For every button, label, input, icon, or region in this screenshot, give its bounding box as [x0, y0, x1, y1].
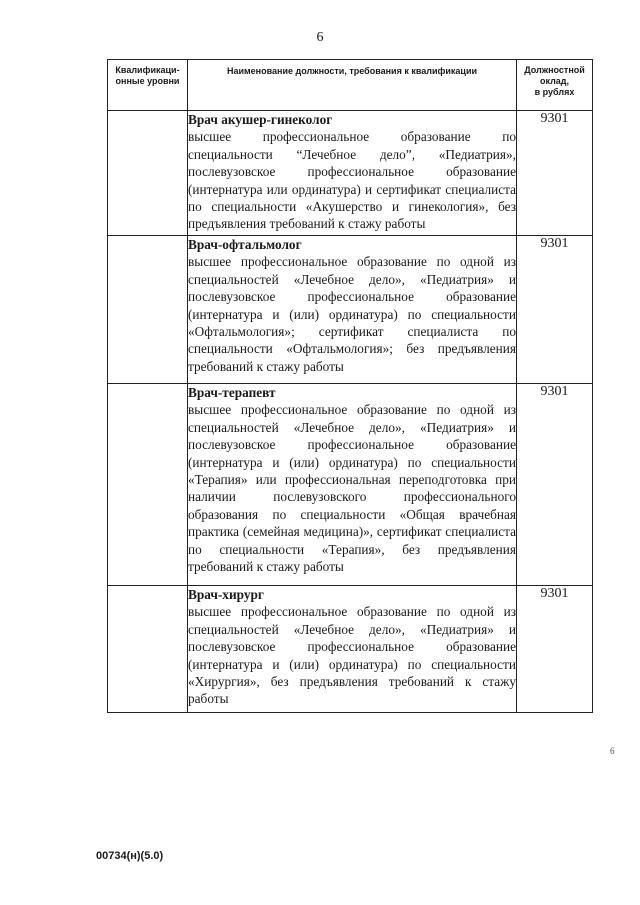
- salary-value: 9301: [517, 384, 593, 586]
- qualification-level-cell: [108, 111, 188, 236]
- qualification-level-cell: [108, 236, 188, 384]
- position-requirements: высшее профессиональное образование по специальности “Лечебное дело”, «Педиатрия», послевузовское профессиональное образование (интернатура или ординатура) и сертификат специалиста по специальности «Акушерство и гинекология», без предъявления требований к стажу работы: [188, 129, 516, 232]
- table-row: [108, 111, 593, 236]
- position-title: Врач акушер-гинеколог: [188, 112, 333, 127]
- salary-value: 9301: [517, 111, 593, 236]
- position-requirements: высшее профессиональное образование по одной из специальностей «Лечебное дело», «Педиатрия» и послевузовское профессиональное образование (интернатура и (или) ординатура) по специальности «Офтальмология»; сертификат специалиста по специальности «Офтальмология»; без предъявления требований к стажу работы: [188, 254, 516, 374]
- position-description-cell: [188, 111, 517, 236]
- position-requirements: высшее профессиональное образование по одной из специальностей «Лечебное дело», «Педиатрия» и послевузовское профессиональное образование (интернатура и (или) ординатура) по специальности «Терапия» или профессиональная переподготовка при наличии послевузовского профессионального образования по специальности «Общая врачебная практика (семейная медицина)», сертификат специалиста по специальности «Терапия», без предъявления требований к стажу работы: [188, 402, 516, 575]
- position-requirements: высшее профессиональное образование по одной из специальностей «Лечебное дело», «Педиатрия» и послевузовское профессиональное образование (интернатура и (или) ординатура) по специальности «Хирургия», без предъявления требований к стажу работы: [188, 604, 516, 707]
- position-title: Врач-офтальмолог: [188, 237, 302, 252]
- position-title: Врач-терапевт: [188, 385, 276, 400]
- page-number: 6: [316, 30, 324, 45]
- qualification-table: [107, 59, 593, 713]
- table-header-row: [108, 60, 593, 111]
- table-row: [108, 236, 593, 384]
- position-description-cell: [188, 586, 517, 713]
- header-qualification-levels: [108, 60, 188, 111]
- header-position-name: [188, 60, 517, 111]
- margin-mark: 6: [610, 746, 615, 756]
- qualification-level-cell: [108, 384, 188, 586]
- header-qualification-levels-label: Квалификаци- онные уровни: [115, 65, 180, 86]
- table-row: [108, 384, 593, 586]
- header-position-name-label: Наименование должности, требования к квалификации: [226, 66, 478, 76]
- table-row: [108, 586, 593, 713]
- position-description-cell: [188, 236, 517, 384]
- qualification-level-cell: [108, 586, 188, 713]
- salary-value: 9301: [517, 236, 593, 384]
- position-title: Врач-хирург: [188, 587, 264, 602]
- header-salary-label: Должностной оклад, в рублях: [524, 65, 585, 97]
- document-code: 00734(н)(5.0): [96, 850, 164, 862]
- position-description-cell: [188, 384, 517, 586]
- header-salary: [517, 60, 593, 111]
- salary-value: 9301: [517, 586, 593, 713]
